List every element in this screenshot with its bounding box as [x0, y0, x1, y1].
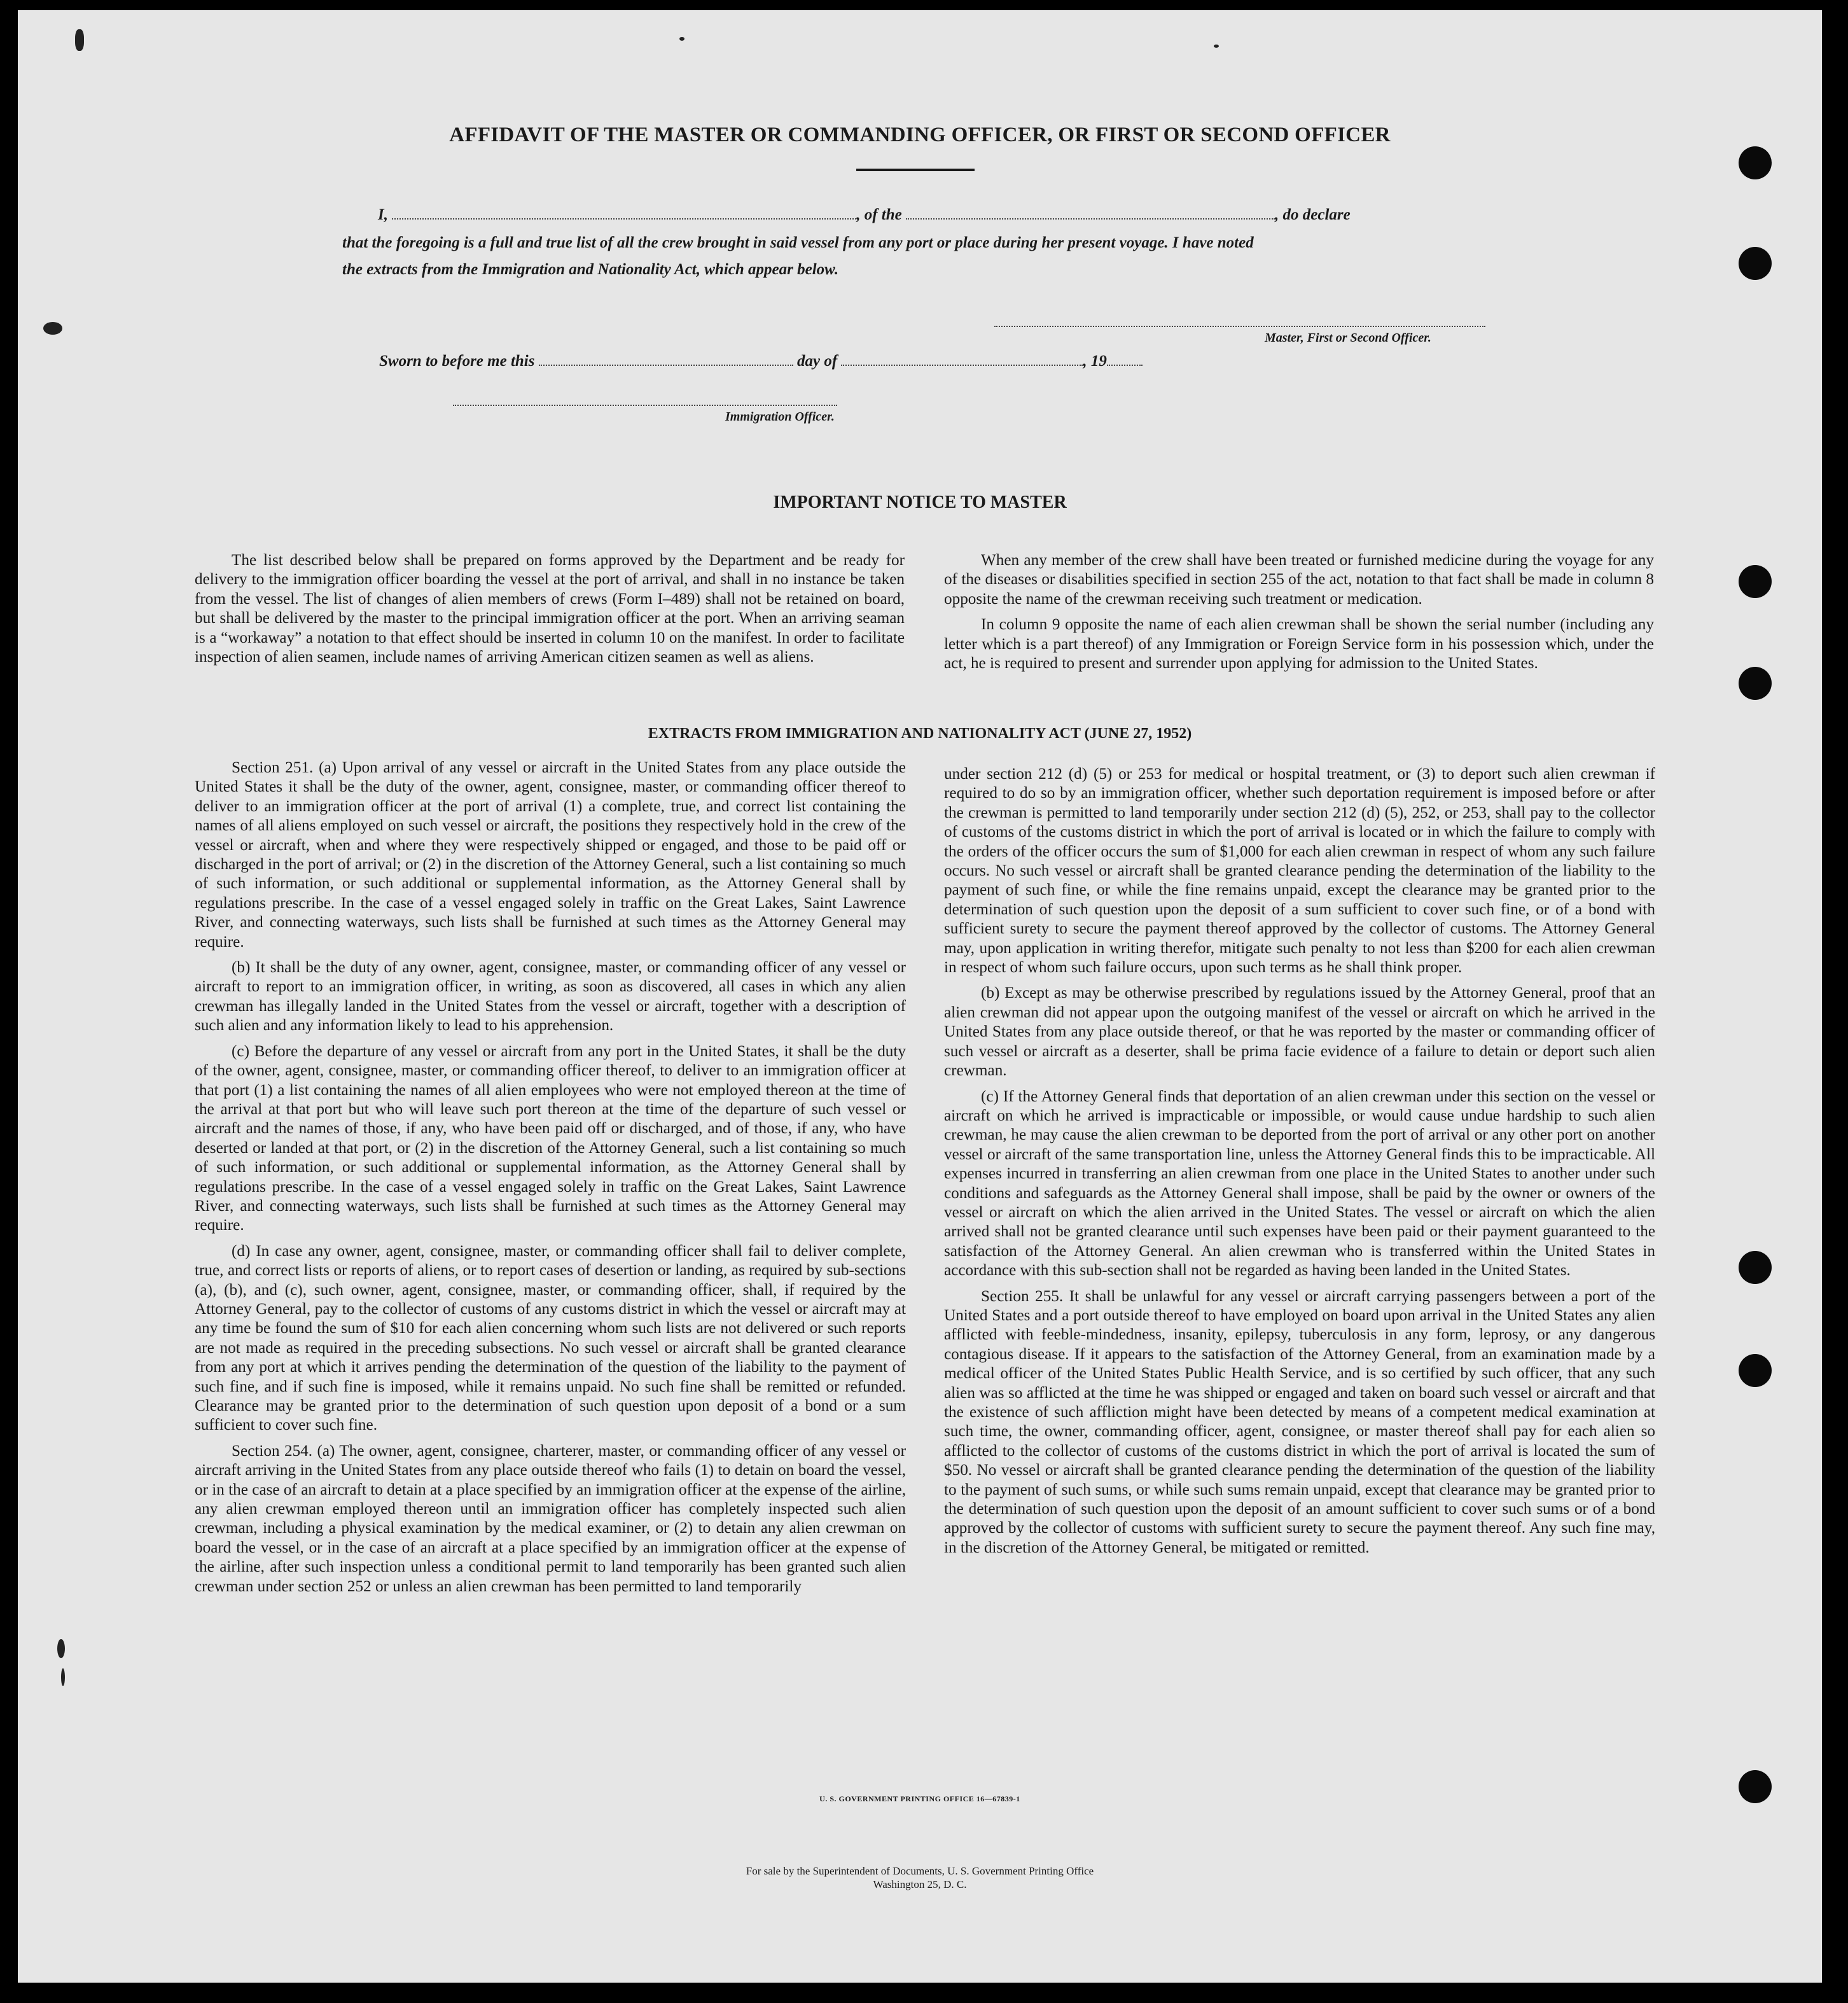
declarant-label: I,	[378, 206, 388, 223]
master-signature-caption: Master, First or Second Officer.	[1265, 331, 1431, 345]
officer-signature-caption: Immigration Officer.	[725, 410, 835, 424]
sale-notice-line-2: Washington 25, D. C.	[873, 1878, 967, 1890]
act-paragraph: (b) It shall be the duty of any owner, agent, consignee, master, or commanding officer of any vessel or aircraft to report to an immigration officer, in writing, as soon as discovered, all cases in which any alien crewman has illegally landed in the United States from the vessel or aircraft, together with a description of such alien and any information likely to lead to his apprehension.	[195, 959, 906, 1035]
declaration-text-3: the extracts from the Immigration and Nationality Act, which appear below.	[342, 261, 839, 278]
extracts-title: EXTRACTS FROM IMMIGRATION AND NATIONALITY ACT (JUNE 27, 1952)	[648, 725, 1192, 742]
sworn-line	[379, 352, 1143, 370]
extracts-right-column	[944, 765, 1655, 1564]
scan-speck	[43, 322, 62, 335]
punch-hole	[1739, 1251, 1772, 1284]
notice-title: IMPORTANT NOTICE TO MASTER	[773, 492, 1067, 512]
scan-speck	[679, 37, 684, 41]
punch-hole	[1739, 667, 1772, 700]
notice-right-column	[944, 551, 1654, 680]
act-paragraph: (b) Except as may be otherwise prescribed by regulations issued by the Attorney General, proof that an alien crewman did not appear upon the outgoing manifest of the vessel or aircraft on which he arrived in the United States from any place outside thereof, or that he was reported by the master or commanding officer of such vessel or aircraft as a deserter, shall be prima facie evidence of a failure to detain or deport such alien crewman.	[944, 984, 1655, 1080]
extracts-left-column	[195, 758, 906, 1603]
punch-hole	[1739, 146, 1772, 179]
sworn-day-field[interactable]	[539, 353, 793, 366]
year-label: , 19	[1083, 352, 1107, 370]
scan-speck	[57, 1639, 65, 1658]
title-rule	[856, 169, 975, 171]
document-page	[18, 10, 1822, 1983]
of-the-label: , of the	[856, 206, 902, 223]
affidavit-title: AFFIDAVIT OF THE MASTER OR COMMANDING OFFICER, OR FIRST OR SECOND OFFICER	[449, 123, 1391, 146]
sale-notice	[18, 1864, 1822, 1891]
vessel-name-field[interactable]	[906, 207, 1275, 220]
notice-left-column	[195, 551, 905, 673]
officer-signature-line[interactable]	[453, 405, 837, 406]
act-paragraph: Section 251. (a) Upon arrival of any vessel or aircraft in the United States from any place outside the United States it shall be the duty of the owner, agent, consignee, master, or commanding officer thereof to deliver to an immigration officer at the port of arrival (1) a complete, true, and correct list containing the names of all aliens employed on such vessel or aircraft, the positions they respectively hold in the crew of the vessel or aircraft, when and where they were respectively shipped or engaged, and those to be paid off or discharged in the port of arrival; or (2) in the discretion of the Attorney General, such a list containing so much of such information, or such additional or supplemental information, as the Attorney General shall by regulations prescribe. In the case of a vessel engaged solely in traffic on the Great Lakes, Saint Lawrence River, and connecting waterways, such lists shall be furnished at such times as the Attorney General may require.	[195, 759, 906, 951]
declaration-line	[378, 206, 1351, 224]
declarant-name-field[interactable]	[392, 207, 856, 220]
scan-speck	[1214, 45, 1219, 48]
scan-speck	[75, 29, 84, 51]
notice-paragraph: In column 9 opposite the name of each alien crewman shall be shown the serial number (including any letter which is a part thereof) of any Immigration or Foreign Service form in his possession which, under the act, he is required to present and surrender upon applying for admission to the United States.	[944, 616, 1654, 673]
act-paragraph: Section 254. (a) The owner, agent, consignee, charterer, master, or commanding officer of any vessel or aircraft arriving in the United States from any place outside thereof who fails (1) to detain on board the vessel, or in the case of an aircraft to detain at a place specified by an immigration officer at the expense of the airline, any alien crewman employed thereon until an immigration officer has completely inspected such alien crewman, including a physical examination by the medical examiner, or (2) to detain any alien crewman on board the vessel, or in the case of an aircraft at a place specified by an immigration officer at the expense of the airline, after such inspection unless a conditional permit to land temporarily has been granted such alien crewman under section 252 or unless an alien crewman has been permitted to land temporarily	[195, 1442, 906, 1595]
act-paragraph: (c) If the Attorney General finds that deportation of an alien crewman under this section on the vessel or aircraft on which he arrived is impracticable or impossible, or would cause undue hardship to such alien crewman, he may cause the alien crewman to be deported from the port of arrival or any other port on another vessel or aircraft of the same transportation line, unless the Attorney General finds this to be impracticable. All expenses incurred in transferring an alien crewman from one place in the United States to another under such conditions and safeguards as the Attorney General shall impose, shall be paid by the owner or owners of the vessel or aircraft on which the alien arrived in the United States. The vessel or aircraft on which the alien arrived shall not be granted clearance until such expenses have been paid or their payment guaranteed to the satisfaction of the Attorney General. An alien crewman who is transferred within the United States in accordance with this sub-section shall not be regarded as having been landed in the United States.	[944, 1087, 1655, 1280]
punch-hole	[1739, 247, 1772, 280]
sworn-year-field[interactable]	[1107, 353, 1143, 366]
declare-label: , do declare	[1275, 206, 1351, 223]
act-paragraph: (d) In case any owner, agent, consignee, master, or commanding officer shall fail to deliver complete, true, and correct lists or reports of aliens, or to report cases of desertion or landing, as required by sub-sections (a), (b), and (c), such owner, agent, consignee, master, or commanding officer, shall, if required by the Attorney General, pay to the collector of customs of any customs district in which the vessel or aircraft may at any time be found the sum of $10 for each alien concerning whom such lists are not delivered or such reports are not made as required in the preceding subsections. No such vessel or aircraft shall be granted clearance from any port at which it arrives pending the determination of the question of the liability to the payment of such fine, and if such fine is imposed, while it remains unpaid. No such fine shall be remitted or refunded. Clearance may be granted prior to the determination of such question upon deposit of a bond or a sum sufficient to cover such fine.	[195, 1242, 906, 1434]
notice-paragraph: The list described below shall be prepared on forms approved by the Department and be ready for delivery to the immigration officer boarding the vessel at the port of arrival, and shall in no instance be taken from the vessel. The list of changes of alien members of crews (Form I–489) shall not be retained on board, but shall be delivered by the master to the principal immigration officer at the port. When an arriving seaman is a “workaway” a notation to that effect should be inserted in column 10 on the manifest. In order to facilitate inspection of alien seamen, include names of arriving American citizen seamen as well as aliens.	[195, 552, 905, 666]
sworn-label: Sworn to before me this	[379, 352, 535, 370]
punch-hole	[1739, 1354, 1772, 1387]
master-signature-line[interactable]	[994, 326, 1485, 327]
act-paragraph: Section 255. It shall be unlawful for any vessel or aircraft carrying passengers between a port of the United States and a port outside thereof to have employed on board upon arrival in the United States any alien afflicted with feeble-mindedness, insanity, epilepsy, tuberculosis in any form, leprosy, or any dangerous contagious disease. If it appears to the satisfaction of the Attorney General, from an examination made by a medical officer of the United States Public Health Service, and is so certified by such officer, that any such alien was so afflicted at the time he was shipped or engaged and taken on board such vessel or aircraft and that the existence of such affliction might have been detected by means of a competent medical examination at such time, the owner, commanding officer, agent, consignee, or master thereof shall pay for each alien so afflicted to the collector of customs of the customs district in which the port of arrival is located the sum of $50. No vessel or aircraft shall be granted clearance pending the determination of the question of the liability to the payment of such sums, or while such sums remain unpaid, except that clearance may be granted prior to the determination of such question upon the deposit of an amount sufficient to cover such sums or of a bond approved by the collector of customs with sufficient surety to secure the payment thereof. Any such fine may, in the discretion of the Attorney General, be mitigated or remitted.	[944, 1287, 1655, 1556]
sale-notice-line-1: For sale by the Superintendent of Documents, U. S. Government Printing Office	[746, 1865, 1094, 1877]
act-paragraph: under section 212 (d) (5) or 253 for medical or hospital treatment, or (3) to deport such alien crewman if required to do so by an immigration officer, whether such deportation requirement is imposed before or after the crewman is permitted to land temporarily under section 212 (d) (5), 252, or 253, shall pay to the collector of customs of the customs district in which the port of arrival is located or in which the failure to comply with the orders of the officer occurs the sum of $1,000 for each alien crewman in respect of whom any such failure occurs. No such vessel or aircraft shall be granted clearance pending the determination of the liability to the payment of such fine, or while the fine remains unpaid, except the clearance may be granted prior to the determination of such question upon the deposit of a sum sufficient to cover such fine, or of a bond with sufficient surety to secure the payment thereof approved by the collector of customs. The Attorney General may, upon application in writing therefor, mitigate such penalty to not less than $200 for each alien crewman in respect of whom such failure occurs, upon such terms as he shall think proper.	[944, 765, 1655, 977]
sworn-month-field[interactable]	[841, 353, 1083, 366]
declaration-text-2: that the foregoing is a full and true list of all the crew brought in said vessel from any port or place during her present voyage. I have noted	[342, 234, 1254, 251]
printer-imprint: U. S. GOVERNMENT PRINTING OFFICE 16—67839-1	[819, 1794, 1020, 1803]
scan-speck	[61, 1668, 65, 1686]
punch-hole	[1739, 565, 1772, 598]
act-paragraph: (c) Before the departure of any vessel or aircraft from any port in the United States, it shall be the duty of the owner, agent, consignee, master, or commanding officer thereof, to deliver to an immigration officer at that port (1) a list containing the names of all alien employees who were not employed thereon at the time of the arrival at that port but who will leave such port thereon at the time of the departure of such vessel or aircraft and the names of those, if any, who have been paid off or discharged, and of those, if any, who have deserted or landed at that port, or (2) in the discretion of the Attorney General, such a list containing so much of such information, or such additional or supplemental information, as the Attorney General shall by regulations prescribe. In the case of a vessel engaged solely in traffic on the Great Lakes, Saint Lawrence River, and connecting waterways, such lists shall be furnished at such times as the Attorney General may require.	[195, 1042, 906, 1234]
notice-paragraph: When any member of the crew shall have been treated or furnished medicine during the voyage for any of the diseases or disabilities specified in section 255 of the act, notation to that fact shall be made in column 8 opposite the name of the crewman receiving such treatment or medication.	[944, 552, 1654, 608]
day-of-label: day of	[796, 352, 838, 370]
